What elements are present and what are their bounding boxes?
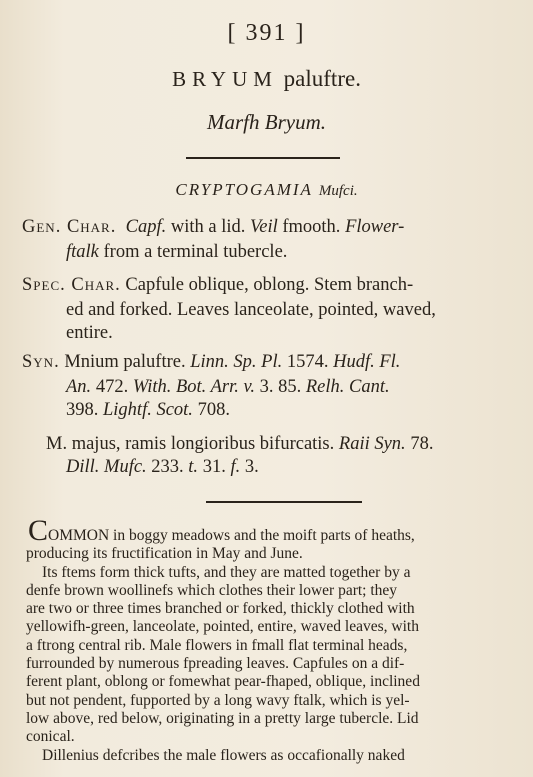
body-line: producing its fructification in May and June.	[26, 545, 303, 563]
body-line: furrounded by numerous fpreading leaves. Capfules on a dif-	[26, 655, 405, 673]
spec-char-line-3: entire.	[66, 323, 113, 343]
syn-line-2: An. 472. With. Bot. Arr. v. 3. 85. Relh. Cant.	[66, 377, 390, 397]
syn-line-4: M. majus, ramis longioribus bifurcatis. Raii Syn. 78.	[46, 434, 434, 454]
description-text	[26, 514, 516, 765]
body-line: yellowifh-green, lanceolate, pointed, entire, waved leaves, with	[26, 618, 419, 636]
gen-char-label: Gen. Char.	[22, 217, 117, 237]
gen-char-line-1: Gen. Char. Capf. with a lid. Veil fmooth. Flower-	[22, 217, 405, 237]
body-line: low above, red below, originating in a pretty large tubercle. Lid	[26, 709, 419, 727]
genus-name: BRYUM	[172, 67, 278, 91]
syn-line-1: Syn. Mnium paluftre. Linn. Sp. Pl. 1574. Hudf. Fl.	[22, 352, 401, 372]
page-title	[0, 66, 533, 92]
gen-char-line-2: ftalk from a terminal tubercle.	[66, 242, 288, 262]
divider-top	[186, 157, 340, 159]
syn-line-5: Dill. Mufc. 233. t. 31. f. 3.	[66, 457, 259, 477]
body-line: Dillenius defcribes the male flowers as occafionally naked	[42, 746, 405, 764]
spec-char-line-2: ed and forked. Leaves lanceolate, pointed, waved,	[66, 300, 436, 320]
body-line: denfe brown woollinefs which clothes their lower part; they	[26, 581, 398, 599]
body-line: ferent plant, oblong or fomewhat pear-fhaped, oblique, inclined	[26, 673, 420, 691]
body-line: COMMON in boggy meadows and the moift parts of heaths,	[28, 514, 415, 547]
spec-char-line-1: Spec. Char. Capfule oblique, oblong. Stem branch-	[22, 275, 414, 295]
spec-char-label: Spec. Char.	[22, 275, 121, 295]
body-line: a ftrong central rib. Male flowers in fmall flat terminal heads,	[26, 636, 408, 654]
syn-label: Syn.	[22, 352, 60, 372]
common-name: Marfh Bryum.	[207, 110, 326, 134]
page-number: [ 391 ]	[227, 20, 306, 46]
body-line: conical.	[26, 728, 75, 746]
divider-bottom	[206, 501, 362, 503]
body-line: are two or three times branched or forked, thickly clothed with	[26, 600, 415, 618]
order-name: Mufci.	[318, 183, 358, 199]
syn-line-3: 398. Lightf. Scot. 708.	[66, 400, 230, 420]
class-name: CRYPTOGAMIA	[175, 180, 313, 199]
species-name: paluftre.	[283, 66, 361, 91]
drop-cap: C	[28, 514, 49, 547]
body-line: but not pendent, fupported by a long wavy ftalk, which is yel-	[26, 691, 410, 709]
body-line: Its ftems form thick tufts, and they are matted together by a	[42, 563, 411, 581]
classification	[0, 180, 533, 200]
